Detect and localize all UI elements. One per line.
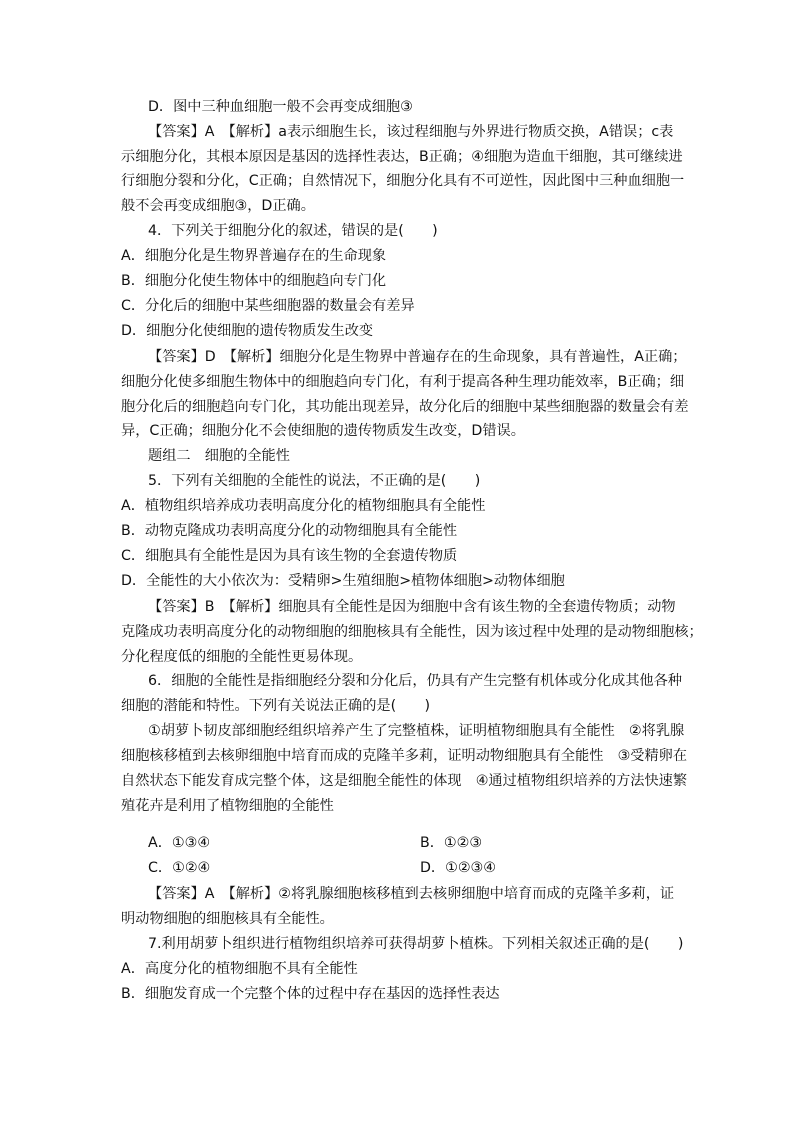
q7-option-b: B．细胞发育成一个完整个体的过程中存在基因的选择性表达 <box>121 986 500 1002</box>
q5-option-c: C．细胞具有全能性是因为具有该生物的全套遗传物质 <box>121 548 458 564</box>
question-7-stem: 7.利用胡萝卜组织进行植物组织培养可获得胡萝卜植株。下列相关叙述正确的是( ) <box>148 936 684 952</box>
q6-statement-1: ①胡萝卜韧皮部细胞经组织培养产生了完整植株，证明植物细胞具有全能性 ②将乳腺 <box>148 723 685 739</box>
q6-statement-3: 自然状态下能发育成完整个体，这是细胞全能性的体现 ④通过植物组织培养的方法快速繁 <box>121 773 688 789</box>
answer-q4-line-1: 【答案】D 【解析】细胞分化是生物界中普遍存在的生命现象，具有普遍性，A正确； <box>148 349 687 365</box>
answer-q6-line-1: 【答案】A 【解析】②将乳腺细胞核移植到去核卵细胞中培育而成的克隆羊多莉，证 <box>148 886 675 902</box>
question-6-stem-1: 6．细胞的全能性是指细胞经分裂和分化后，仍具有产生完整有机体或分化成其他各种 <box>148 673 682 689</box>
q4-option-b: B．细胞分化使生物体中的细胞趋向专门化 <box>121 273 387 289</box>
answer-q4-line-4: 异，C正确；细胞分化不会使细胞的遗传物质发生改变，D错误。 <box>121 423 525 439</box>
answer-q4-line-3: 胞分化后的细胞趋向专门化，其功能出现差异，故分化后的细胞中某些细胞器的数量会有差 <box>121 399 689 415</box>
question-5-stem: 5．下列有关细胞的全能性的说法，不正确的是( ) <box>148 473 481 489</box>
answer-q3-line-2: 示细胞分化，其根本原因是基因的选择性表达，B正确；④细胞为造血干细胞，其可继续进 <box>121 149 683 165</box>
q6-statement-4: 殖花卉是利用了植物细胞的全能性 <box>121 798 334 814</box>
q4-option-c: C．分化后的细胞中某些细胞器的数量会有差异 <box>121 298 415 314</box>
q6-option-b: B．①②③ <box>420 835 483 851</box>
answer-q5-line-3: 分化程度低的细胞的全能性更易体现。 <box>121 649 363 665</box>
answer-q5-line-1: 【答案】B 【解析】细胞具有全能性是因为细胞中含有该生物的全套遗传物质；动物 <box>148 599 676 615</box>
q6-option-a: A．①③④ <box>148 835 211 851</box>
q5-option-a: A．植物组织培养成功表明高度分化的植物细胞具有全能性 <box>121 498 486 514</box>
q6-option-d: D．①②③④ <box>420 860 496 876</box>
q4-option-a: A．细胞分化是生物界普遍存在的生命现象 <box>121 248 387 264</box>
answer-q3-line-4: 般不会再变成细胞③，D正确。 <box>121 198 315 214</box>
question-6-stem-2: 细胞的潜能和特性。下列有关说法正确的是( ) <box>121 698 431 714</box>
question-4-stem: 4．下列关于细胞分化的叙述，错误的是( ) <box>148 223 438 239</box>
answer-q6-line-2: 明动物细胞的细胞核具有全能性。 <box>121 911 334 927</box>
answer-q5-line-2: 克隆成功表明高度分化的动物细胞的细胞核具有全能性，因为该过程中处理的是动物细胞核； <box>121 624 703 640</box>
q5-option-b: B．动物克隆成功表明高度分化的动物细胞具有全能性 <box>121 523 458 539</box>
answer-q3-line-3: 行细胞分裂和分化，C正确；自然情况下，细胞分化具有不可逆性，因此图中三种血细胞一 <box>121 173 685 189</box>
q4-option-d: D．细胞分化使细胞的遗传物质发生改变 <box>121 323 374 339</box>
q7-option-a: A．高度分化的植物细胞不具有全能性 <box>121 961 358 977</box>
answer-q4-line-2: 细胞分化使多细胞生物体中的细胞趋向专门化，有利于提高各种生理功能效率，B正确；细 <box>121 374 685 390</box>
option-d-q3: D．图中三种血细胞一般不会再变成细胞③ <box>148 99 413 115</box>
q5-option-d: D．全能性的大小依次为：受精卵>生殖细胞>植物体细胞>动物体细胞 <box>121 573 565 589</box>
section-heading: 题组二 细胞的全能性 <box>148 448 290 464</box>
q6-option-c: C．①②④ <box>148 860 211 876</box>
q6-statement-2: 细胞核移植到去核卵细胞中培育而成的克隆羊多莉，证明动物细胞具有全能性 ③受精卵在 <box>121 748 688 764</box>
answer-q3-line-1: 【答案】A 【解析】a表示细胞生长，该过程细胞与外界进行物质交换，A错误；c表 <box>148 124 674 140</box>
